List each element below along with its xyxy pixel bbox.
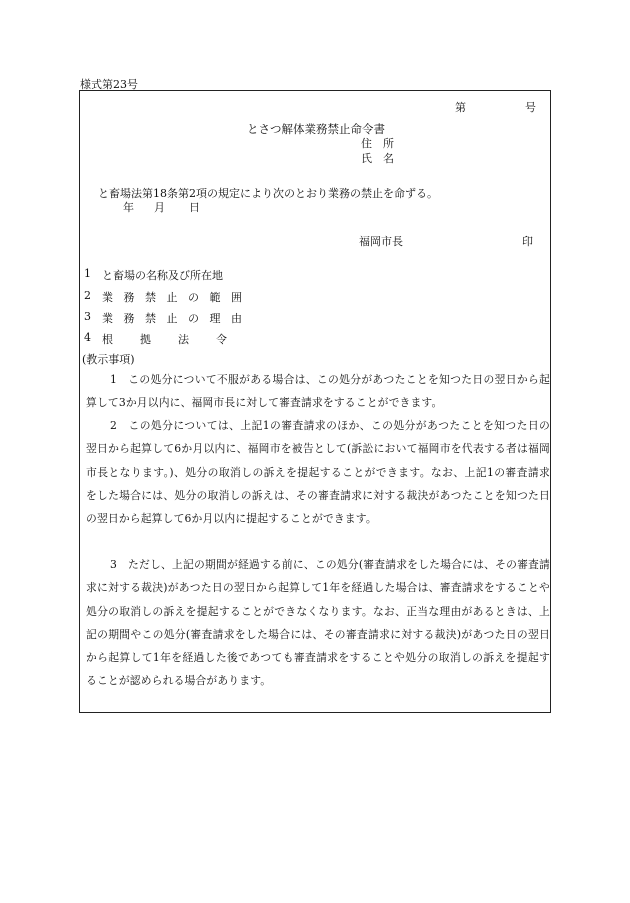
issuer-seal: 印 (522, 235, 533, 248)
item-number: 2 (84, 289, 91, 302)
document-title: とさつ解体業務禁止命令書 (247, 122, 385, 136)
date-month: 月 (154, 201, 165, 214)
item-label: 根拠法令 (102, 333, 254, 346)
recipient-address-label: 住 所 (361, 137, 394, 150)
item-number: 4 (84, 331, 91, 344)
notice-paragraph-2: 2 この処分については、上記1の審査請求のほか、この処分があつたことを知つた日の翌日から起算して6か月以内に、福岡市を被告として(訴訟において福岡市を代表する者は福岡市長となります。)、処分の取消しの訴えを提起することができます。なお、上記1の審査請求をした場合には、処分の取消しの訴えは、その審査請求に対する裁決があつたことを知つた日の翌日から起算して6か月以内に提起することができます。 (86, 419, 550, 526)
date-day: 日 (189, 201, 200, 214)
item-label: 業務禁止の理由 (102, 312, 253, 325)
notice-paragraph-3: 3 ただし、上記の期間が経過する前に、この処分(審査請求をした場合には、その審査請求に対する裁決)があつた日の翌日から起算して1年を経過した場合は、審査請求をすることや処分の取消しの訴えを提起することができなくなります。なお、正当な理由があるときは、上記の期間やこの処分(審査請求をした場合には、その審査請求に対する裁決)があつた日の翌日から起算して1年を経過した後であつても審査請求をすることや処分の取消しの訴えを提起することが認められる場合があります。 (86, 558, 550, 688)
number-go: 号 (525, 101, 536, 114)
item-number: 3 (84, 310, 91, 323)
item-number: 1 (84, 267, 91, 280)
notice-paragraph-1: 1 この処分について不服がある場合は、この処分があつたことを知つた日の翌日から起算して3か月以内に、福岡市長に対して審査請求をすることができます。 (86, 373, 550, 410)
item-label: と畜場の名称及び所在地 (102, 269, 223, 282)
form-number-label: 様式第23号 (80, 78, 138, 91)
number-dai: 第 (455, 101, 466, 114)
issuer-title: 福岡市長 (359, 235, 403, 248)
date-year: 年 (123, 201, 134, 214)
notice-heading: (教示事項) (82, 353, 135, 366)
item-label: 業務禁止の範囲 (102, 291, 253, 304)
recipient-name-label: 氏 名 (361, 152, 394, 165)
order-body-text: と畜場法第18条第2項の規定により次のとおり業務の禁止を命ずる。 (98, 187, 438, 200)
